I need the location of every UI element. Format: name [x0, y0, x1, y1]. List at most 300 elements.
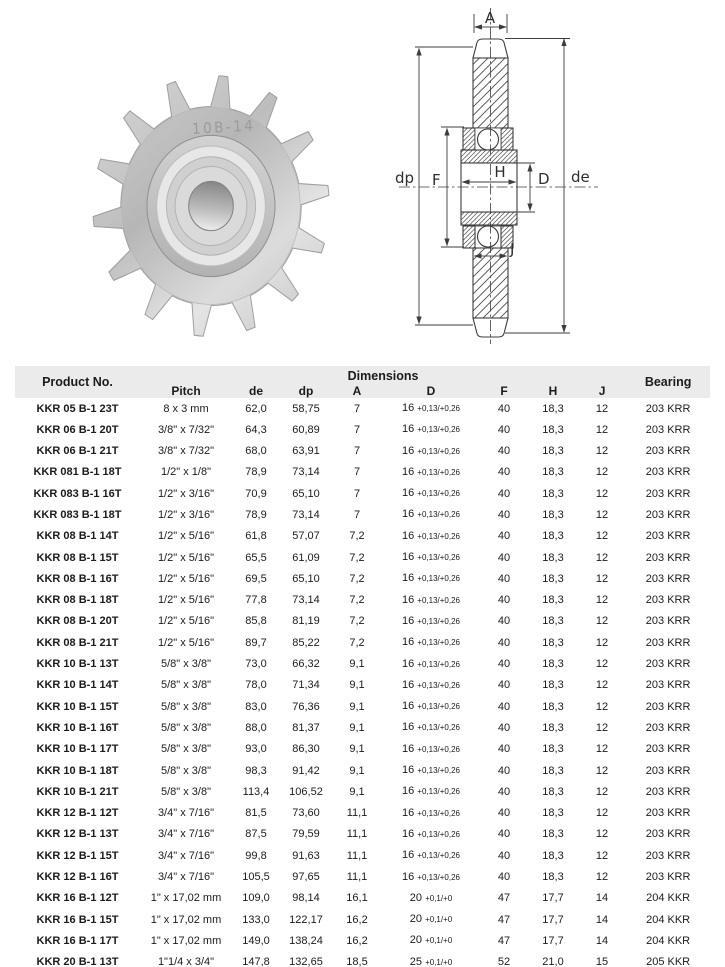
de-cell: 61,8 [245, 530, 267, 543]
a-cell: 7 [353, 423, 361, 436]
label-de: de [571, 168, 590, 186]
dp-cell: 132,65 [289, 956, 323, 967]
dp-cell: 73,14 [292, 594, 320, 607]
f-cell: 40 [497, 700, 511, 713]
d-tolerance: +0,13/+0,26 [417, 489, 460, 499]
pitch-cell: 1/2" x 5/16" [157, 530, 215, 543]
f-cell: 40 [497, 807, 511, 820]
h-cell: 18,3 [542, 743, 564, 756]
dp-cell: 85,22 [292, 636, 320, 649]
de-cell: 88,0 [245, 721, 267, 734]
de-cell: 98,3 [245, 764, 267, 777]
h-cell: 18,3 [542, 871, 564, 884]
f-cell: 40 [497, 551, 511, 564]
dp-cell: 91,63 [292, 849, 320, 862]
bearing-cell: 203 KRR [645, 487, 691, 500]
bearing-cell: 203 KRR [645, 594, 691, 607]
d-cell: 20 +0,1/+0 [409, 913, 453, 926]
a-cell: 7,2 [349, 572, 365, 585]
product-cell: KKR 081 B-1 18T [33, 466, 122, 479]
j-cell: 12 [595, 615, 609, 628]
table-row [15, 590, 710, 611]
a-cell: 7,2 [349, 615, 365, 628]
d-cell: 16 +0,13/+0,26 [401, 849, 460, 862]
pitch-cell: 1/2" x 5/16" [157, 636, 215, 649]
h-cell: 18,3 [542, 721, 564, 734]
d-cell: 16 +0,13/+0,26 [401, 572, 460, 585]
a-cell: 9,1 [349, 721, 365, 734]
label-h: H [494, 163, 506, 181]
d-tolerance: +0,13/+0,26 [417, 510, 460, 520]
table-row [15, 568, 710, 589]
table-row [15, 717, 710, 738]
j-cell: 12 [595, 423, 609, 436]
product-cell: KKR 08 B-1 15T [36, 551, 119, 564]
top-section [0, 0, 725, 366]
a-cell: 11,1 [346, 807, 368, 820]
d-tolerance: +0,13/+0,26 [417, 808, 460, 818]
h-cell: 18,3 [542, 828, 564, 841]
j-cell: 12 [595, 508, 609, 521]
pitch-cell: 1/2" x 5/16" [157, 615, 215, 628]
bearing-cell: 203 KRR [645, 466, 691, 479]
f-cell: 40 [497, 658, 511, 671]
j-cell: 12 [595, 764, 609, 777]
pitch-cell: 5/8" x 3/8" [160, 721, 211, 734]
d-cell: 16 +0,13/+0,26 [401, 657, 460, 670]
pitch-cell: 1" x 17,02 mm [150, 913, 222, 926]
j-cell: 12 [595, 785, 609, 798]
cross-section-diagram [393, 0, 715, 352]
label-f: F [432, 171, 441, 189]
dp-cell: 106,52 [289, 785, 323, 798]
bearing-cell: 203 KRR [645, 636, 691, 649]
pitch-cell: 3/4" x 7/16" [157, 849, 215, 862]
j-cell: 12 [595, 658, 609, 671]
d-cell: 16 +0,13/+0,26 [401, 827, 460, 840]
product-cell: KKR 10 B-1 15T [36, 700, 119, 713]
pitch-cell: 3/8" x 7/32" [157, 445, 215, 458]
bearing-cell: 204 KKR [646, 934, 691, 947]
bearing-cell: 204 KKR [646, 892, 691, 905]
table-row [15, 760, 710, 781]
pitch-cell: 1/2" x 3/16" [157, 487, 215, 500]
header-bearing: Bearing [626, 366, 710, 398]
a-cell: 9,1 [349, 700, 365, 713]
j-cell: 12 [595, 871, 609, 884]
j-cell: 12 [595, 487, 609, 500]
de-cell: 78,9 [245, 466, 267, 479]
de-cell: 93,0 [245, 743, 267, 756]
table-section [15, 366, 710, 967]
d-cell: 16 +0,13/+0,26 [401, 444, 460, 457]
dp-cell: 73,60 [292, 807, 320, 820]
table-row [15, 696, 710, 717]
f-cell: 40 [497, 572, 511, 585]
pitch-cell: 5/8" x 3/8" [160, 679, 211, 692]
a-cell: 7,2 [349, 530, 365, 543]
h-cell: 18,3 [542, 530, 564, 543]
d-cell: 16 +0,13/+0,26 [401, 508, 460, 521]
pitch-cell: 5/8" x 3/8" [160, 764, 211, 777]
label-dp: dp [395, 169, 415, 187]
f-cell: 40 [497, 764, 511, 777]
d-tolerance: +0,1/+0 [425, 893, 453, 903]
j-cell: 12 [595, 743, 609, 756]
h-cell: 17,7 [542, 913, 564, 926]
d-cell: 16 +0,13/+0,26 [401, 402, 460, 414]
header-dimensions: Dimensions [140, 366, 626, 383]
bearing-cell: 203 KRR [645, 445, 691, 458]
label-d: D [538, 170, 550, 188]
j-cell: 12 [595, 721, 609, 734]
d-tolerance: +0,1/+0 [425, 915, 453, 925]
part-outline [461, 39, 517, 337]
header-product-no: Product No. [15, 366, 140, 398]
de-cell: 83,0 [245, 700, 267, 713]
a-cell: 7,2 [349, 551, 365, 564]
table-row [15, 462, 710, 483]
d-tolerance: +0,13/+0,26 [417, 680, 460, 690]
product-cell: KKR 10 B-1 17T [36, 743, 119, 756]
table-row [15, 632, 710, 653]
dp-cell: 73,14 [292, 508, 320, 521]
d-tolerance: +0,13/+0,26 [417, 595, 460, 605]
de-cell: 65,5 [245, 551, 267, 564]
table-row [15, 654, 710, 675]
h-cell: 17,7 [542, 892, 564, 905]
pitch-cell: 3/4" x 7/16" [157, 807, 215, 820]
j-cell: 12 [595, 828, 609, 841]
table-row [15, 781, 710, 802]
product-cell: KKR 12 B-1 12T [36, 807, 119, 820]
dp-cell: 58,75 [292, 402, 320, 415]
dp-cell: 138,24 [289, 934, 323, 947]
pitch-cell: 1" x 17,02 mm [150, 934, 222, 947]
h-cell: 18,3 [542, 679, 564, 692]
table-row [15, 952, 710, 967]
d-tolerance: +0,13/+0,26 [417, 744, 460, 754]
header-d: D [382, 383, 480, 398]
j-cell: 12 [595, 594, 609, 607]
h-cell: 18,3 [542, 594, 564, 607]
f-cell: 40 [497, 679, 511, 692]
d-cell: 16 +0,13/+0,26 [401, 529, 460, 542]
de-cell: 81,5 [245, 807, 267, 820]
j-cell: 12 [595, 551, 609, 564]
product-cell: KKR 05 B-1 23T [36, 402, 119, 415]
engraving-text: 10B-14 [191, 117, 256, 139]
table-row [15, 824, 710, 845]
bearing-cell: 203 KRR [645, 700, 691, 713]
product-cell: KKR 10 B-1 21T [36, 785, 119, 798]
pitch-cell: 5/8" x 3/8" [160, 785, 211, 798]
pitch-cell: 5/8" x 3/8" [160, 658, 211, 671]
product-cell: KKR 12 B-1 15T [36, 849, 119, 862]
j-cell: 12 [595, 679, 609, 692]
table-row [15, 547, 710, 568]
table-row [15, 845, 710, 866]
f-cell: 40 [497, 721, 511, 734]
a-cell: 7 [353, 487, 361, 500]
dp-cell: 81,19 [292, 615, 320, 628]
h-cell: 18,3 [542, 423, 564, 436]
h-cell: 18,3 [542, 551, 564, 564]
table-row [15, 803, 710, 824]
header-h: H [528, 383, 578, 398]
header-pitch: Pitch [140, 383, 232, 398]
d-cell: 16 +0,13/+0,26 [401, 423, 460, 436]
d-cell: 16 +0,13/+0,26 [401, 806, 460, 819]
pitch-cell: 1/2" x 5/16" [157, 594, 215, 607]
h-cell: 18,3 [542, 402, 564, 415]
d-cell: 16 +0,13/+0,26 [401, 870, 460, 883]
d-cell: 25 +0,1/+0 [409, 955, 453, 967]
bearing-cell: 203 KRR [645, 530, 691, 543]
f-cell: 40 [497, 508, 511, 521]
de-cell: 89,7 [245, 636, 267, 649]
h-cell: 18,3 [542, 636, 564, 649]
d-cell: 16 +0,13/+0,26 [401, 742, 460, 755]
table-row [15, 909, 710, 930]
h-cell: 18,3 [542, 466, 564, 479]
table-row [15, 867, 710, 888]
product-cell: KKR 16 B-1 12T [36, 892, 119, 905]
a-cell: 7 [353, 508, 361, 521]
d-tolerance: +0,13/+0,26 [417, 872, 460, 882]
d-tolerance: +0,13/+0,26 [417, 574, 460, 584]
d-cell: 16 +0,13/+0,26 [401, 764, 460, 777]
pitch-cell: 3/4" x 7/16" [157, 871, 215, 884]
product-cell: KKR 16 B-1 17T [36, 934, 119, 947]
sprocket-photo [0, 0, 400, 366]
d-tolerance: +0,1/+0 [425, 957, 453, 967]
header-dp: dp [280, 383, 332, 398]
f-cell: 40 [497, 636, 511, 649]
d-cell: 16 +0,13/+0,26 [401, 636, 460, 649]
bearing-cell: 203 KRR [645, 849, 691, 862]
a-cell: 9,1 [349, 679, 365, 692]
table-row [15, 398, 710, 419]
a-cell: 9,1 [349, 658, 365, 671]
table-body [15, 398, 710, 967]
dp-cell: 97,65 [292, 871, 320, 884]
pitch-cell: 1/2" x 5/16" [157, 572, 215, 585]
product-cell: KKR 10 B-1 14T [36, 679, 119, 692]
product-cell: KKR 10 B-1 16T [36, 721, 119, 734]
de-cell: 133,0 [242, 913, 270, 926]
dp-cell: 66,32 [292, 658, 320, 671]
d-tolerance: +0,13/+0,26 [417, 659, 460, 669]
j-cell: 12 [595, 849, 609, 862]
bearing-cell: 203 KRR [645, 615, 691, 628]
h-cell: 18,3 [542, 807, 564, 820]
a-cell: 7 [353, 466, 361, 479]
d-tolerance: +0,13/+0,26 [417, 467, 460, 477]
table-row [15, 419, 710, 440]
de-cell: 64,3 [245, 423, 267, 436]
a-cell: 7,2 [349, 636, 365, 649]
de-cell: 87,5 [245, 828, 267, 841]
j-cell: 12 [595, 807, 609, 820]
d-tolerance: +0,13/+0,26 [417, 425, 460, 435]
header-de: de [232, 383, 280, 398]
dp-cell: 65,10 [292, 572, 320, 585]
dp-cell: 63,91 [292, 445, 320, 458]
label-a: A [484, 9, 496, 27]
d-tolerance: +0,13/+0,26 [417, 829, 460, 839]
de-cell: 77,8 [245, 594, 267, 607]
f-cell: 40 [497, 871, 511, 884]
h-cell: 18,3 [542, 487, 564, 500]
dp-cell: 86,30 [292, 743, 320, 756]
pitch-cell: 3/8" x 7/32" [157, 423, 215, 436]
d-tolerance: +0,13/+0,26 [417, 446, 460, 456]
d-cell: 20 +0,1/+0 [409, 934, 453, 947]
a-cell: 9,1 [349, 743, 365, 756]
pitch-cell: 1" x 17,02 mm [150, 892, 222, 905]
d-cell: 16 +0,13/+0,26 [401, 465, 460, 478]
d-tolerance: +0,13/+0,26 [417, 723, 460, 733]
de-cell: 73,0 [245, 658, 267, 671]
h-cell: 18,3 [542, 700, 564, 713]
de-cell: 78,0 [245, 679, 267, 692]
product-cell: KKR 12 B-1 16T [36, 871, 119, 884]
h-cell: 18,3 [542, 615, 564, 628]
h-cell: 17,7 [542, 934, 564, 947]
de-cell: 78,9 [245, 508, 267, 521]
pitch-cell: 1/2" x 1/8" [160, 466, 211, 479]
d-tolerance: +0,13/+0,26 [417, 616, 460, 626]
a-cell: 7,2 [349, 594, 365, 607]
dp-cell: 76,36 [292, 700, 320, 713]
de-cell: 62,0 [245, 402, 267, 415]
product-cell: KKR 08 B-1 14T [36, 530, 119, 543]
pitch-cell: 5/8" x 3/8" [160, 743, 211, 756]
dp-cell: 61,09 [292, 551, 320, 564]
product-cell: KKR 08 B-1 18T [36, 594, 119, 607]
f-cell: 47 [497, 934, 511, 947]
d-tolerance: +0,13/+0,26 [417, 404, 460, 413]
dimensions-table [15, 366, 710, 967]
bearing-cell: 203 KRR [645, 828, 691, 841]
product-cell: KKR 083 B-1 18T [33, 508, 122, 521]
f-cell: 40 [497, 466, 511, 479]
bearing-cell: 203 KRR [645, 551, 691, 564]
a-cell: 16,2 [346, 913, 368, 926]
d-tolerance: +0,13/+0,26 [417, 638, 460, 648]
table-row [15, 441, 710, 462]
product-cell: KKR 083 B-1 16T [33, 487, 122, 500]
d-cell: 16 +0,13/+0,26 [401, 721, 460, 734]
de-cell: 109,0 [242, 892, 270, 905]
a-cell: 11,1 [346, 871, 368, 884]
f-cell: 40 [497, 743, 511, 756]
dp-cell: 122,17 [289, 913, 323, 926]
product-cell: KKR 10 B-1 13T [36, 658, 119, 671]
table-row [15, 504, 710, 525]
f-cell: 52 [497, 956, 511, 967]
pitch-cell: 1/2" x 3/16" [157, 508, 215, 521]
table-row [15, 526, 710, 547]
bearing-cell: 203 KRR [645, 871, 691, 884]
product-cell: KKR 20 B-1 13T [36, 956, 119, 967]
h-cell: 18,3 [542, 764, 564, 777]
dp-cell: 71,34 [292, 679, 320, 692]
f-cell: 40 [497, 445, 511, 458]
a-cell: 16,1 [346, 892, 368, 905]
pitch-cell: 5/8" x 3/8" [160, 700, 211, 713]
f-cell: 40 [497, 423, 511, 436]
dp-cell: 57,07 [292, 530, 320, 543]
a-cell: 11,1 [346, 828, 368, 841]
product-cell: KKR 12 B-1 13T [36, 828, 119, 841]
dp-cell: 65,10 [292, 487, 320, 500]
dp-cell: 79,59 [292, 828, 320, 841]
table-row [15, 888, 710, 909]
j-cell: 12 [595, 466, 609, 479]
h-cell: 18,3 [542, 572, 564, 585]
product-cell: KKR 08 B-1 20T [36, 615, 119, 628]
d-tolerance: +0,13/+0,26 [417, 702, 460, 712]
de-cell: 149,0 [242, 934, 270, 947]
de-cell: 147,8 [242, 956, 270, 967]
bearing-cell: 203 KRR [645, 658, 691, 671]
d-cell: 16 +0,13/+0,26 [401, 785, 460, 798]
j-cell: 14 [595, 892, 609, 905]
dp-cell: 60,89 [292, 423, 320, 436]
f-cell: 40 [497, 849, 511, 862]
de-cell: 70,9 [245, 487, 267, 500]
j-cell: 12 [595, 636, 609, 649]
d-tolerance: +0,13/+0,26 [417, 553, 460, 563]
f-cell: 47 [497, 913, 511, 926]
d-tolerance: +0,13/+0,26 [417, 787, 460, 797]
dp-cell: 73,14 [292, 466, 320, 479]
f-cell: 40 [497, 785, 511, 798]
label-j: J [510, 240, 515, 258]
j-cell: 12 [595, 530, 609, 543]
table-row [15, 930, 710, 951]
j-cell: 12 [595, 700, 609, 713]
bearing-cell: 203 KRR [645, 423, 691, 436]
product-cell: KKR 10 B-1 18T [36, 764, 119, 777]
product-cell: KKR 06 B-1 21T [36, 445, 119, 458]
product-cell: KKR 16 B-1 15T [36, 913, 119, 926]
product-cell: KKR 08 B-1 16T [36, 572, 119, 585]
table-row [15, 611, 710, 632]
f-cell: 40 [497, 402, 511, 415]
dp-cell: 98,14 [292, 892, 320, 905]
j-cell: 12 [595, 445, 609, 458]
h-cell: 21,0 [542, 956, 564, 967]
f-cell: 40 [497, 530, 511, 543]
bearing-cell: 203 KRR [645, 743, 691, 756]
d-cell: 16 +0,13/+0,26 [401, 551, 460, 564]
f-cell: 40 [497, 594, 511, 607]
de-cell: 85,8 [245, 615, 267, 628]
a-cell: 11,1 [346, 849, 368, 862]
a-cell: 18,5 [346, 956, 368, 967]
table-row [15, 675, 710, 696]
f-cell: 40 [497, 615, 511, 628]
de-cell: 99,8 [245, 849, 267, 862]
pitch-cell: 3/4" x 7/16" [157, 828, 215, 841]
f-cell: 47 [497, 892, 511, 905]
j-cell: 14 [595, 934, 609, 947]
header-f: F [480, 383, 528, 398]
bearing-cell: 203 KRR [645, 807, 691, 820]
